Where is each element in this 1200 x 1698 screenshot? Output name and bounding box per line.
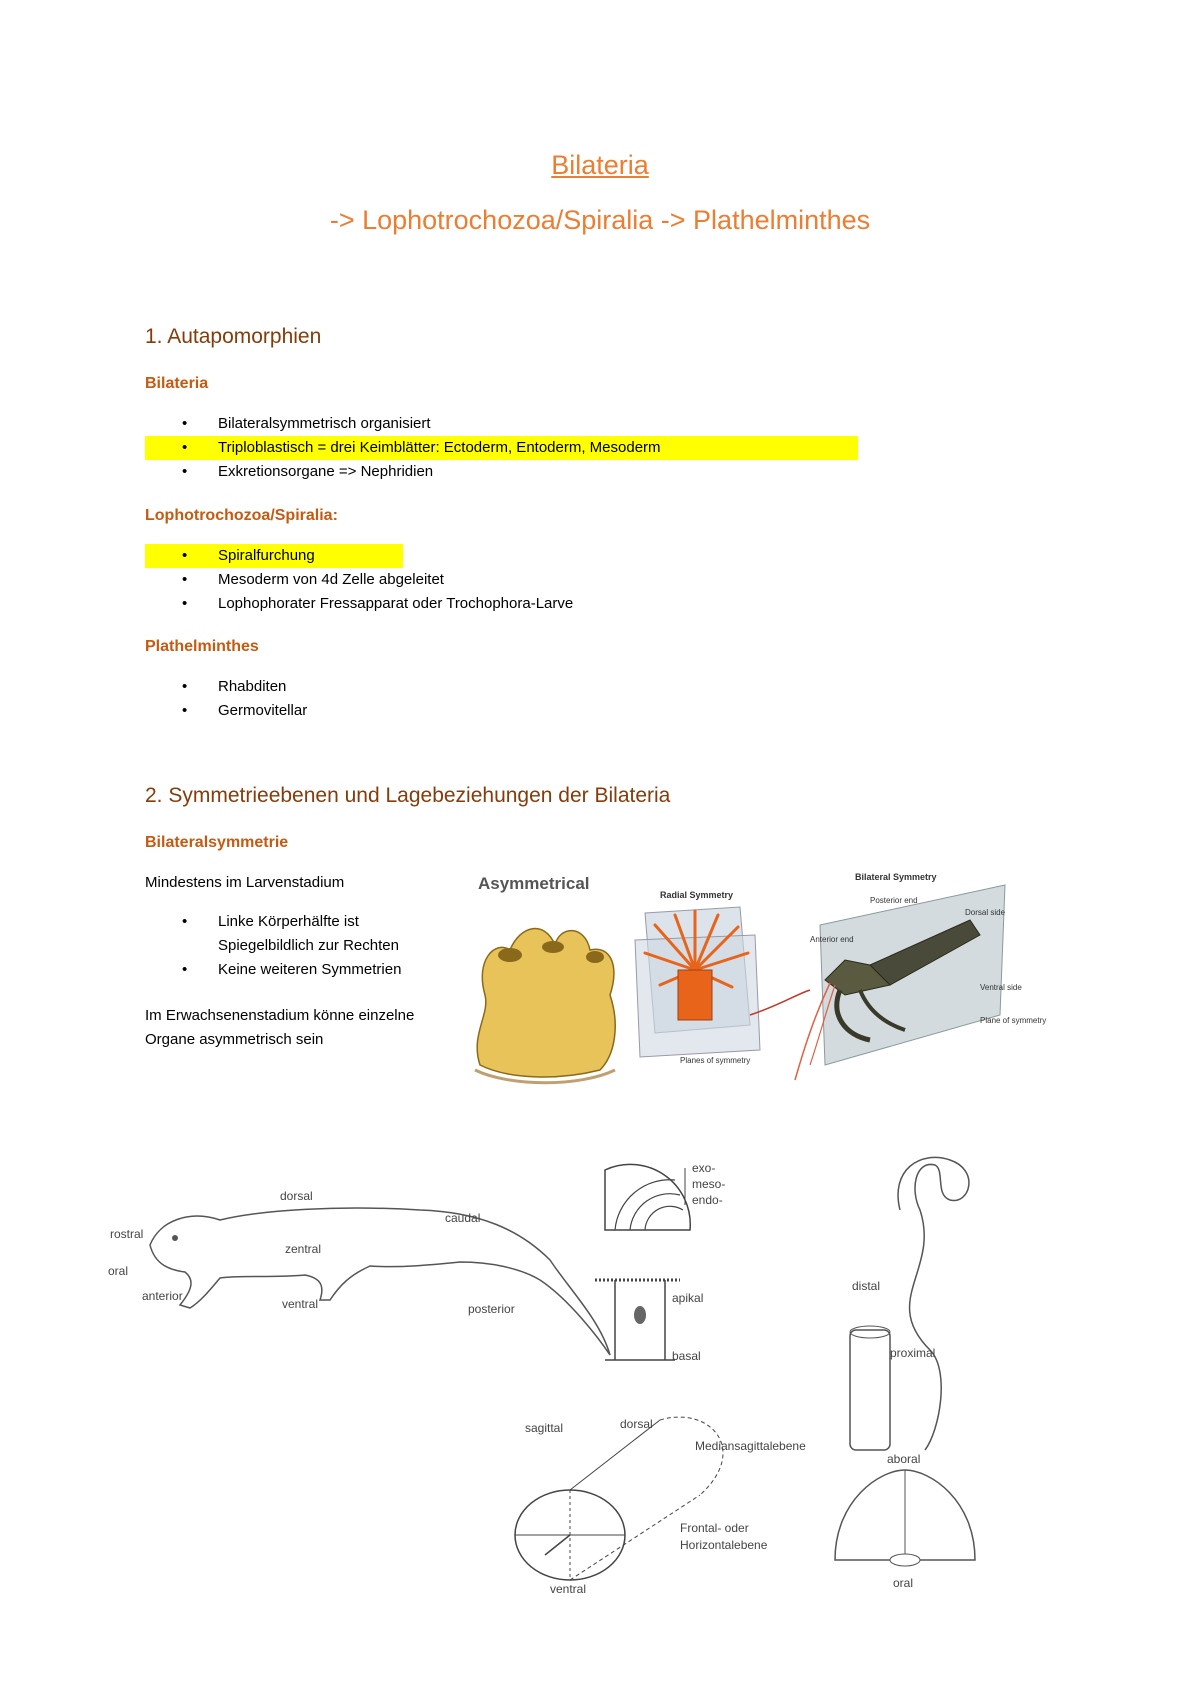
list-item: • Mesoderm von 4d Zelle abgeleitet: [145, 568, 573, 592]
page-title: Bilateria: [551, 150, 649, 180]
bilateral-symmetry-label: Bilateral Symmetry: [855, 872, 937, 882]
cell-basal-label: basal: [672, 1349, 701, 1363]
group-heading-plathelminthes: Plathelminthes: [145, 638, 259, 655]
medusa-aboral-label: aboral: [887, 1452, 921, 1466]
crayfish-drawing: [795, 885, 1046, 1080]
list-item-highlighted: • Spiralfurchung: [145, 544, 403, 568]
list-plathelminthes: [145, 675, 307, 723]
list-item: • Bilateralsymmetrisch organisiert: [145, 412, 858, 436]
cylinder-frontal-label: Frontal- oder: [680, 1521, 749, 1535]
salamander-anterior-label: anterior: [142, 1289, 183, 1303]
cylinder-dorsal-label: dorsal: [620, 1417, 653, 1431]
group-heading-bilateria: Bilateria: [145, 375, 209, 392]
polyp-proximal-label: proximal: [890, 1346, 936, 1360]
orientation-figure: [100, 1150, 1080, 1600]
polyp-distal-label: distal: [852, 1279, 881, 1293]
cylinder-horizontal-label: Horizontalebene: [680, 1538, 768, 1552]
layer-meso-label: meso-: [692, 1177, 726, 1191]
dorsal-side-label: Dorsal side: [965, 908, 1006, 917]
anemone-drawing: [635, 907, 760, 1065]
list-lophotrochozoa: [145, 544, 573, 616]
list-item: • Germovitellar: [145, 699, 307, 723]
cylinder-planes-drawing: [515, 1417, 806, 1596]
list-item: • Lophophorater Fressapparat oder Trochophora-Larve: [145, 592, 573, 616]
layer-exo-label: exo-: [692, 1161, 716, 1175]
list-item: • Keine weiteren Symmetrien: [145, 958, 445, 982]
salamander-posterior-label: posterior: [468, 1302, 515, 1316]
salamander-zentral-label: zentral: [285, 1242, 322, 1256]
epithelial-cell-drawing: [595, 1280, 703, 1363]
group-heading-lophotrochozoa: Lophotrochozoa/Spiralia:: [145, 507, 338, 524]
medusa-oral-label: oral: [893, 1576, 914, 1590]
symmetry-types-figure: [450, 865, 1050, 1095]
germ-layers-drawing: [605, 1161, 725, 1230]
salamander-oral-label: oral: [108, 1264, 129, 1278]
radial-planes-label: Planes of symmetry: [680, 1056, 751, 1065]
asymmetrical-label: Asymmetrical: [478, 874, 590, 893]
list-item: • Exkretionsorgane => Nephridien: [145, 460, 858, 484]
list-item: • Rhabditen: [145, 675, 307, 699]
salamander-ventral-label: ventral: [282, 1297, 319, 1311]
salamander-drawing: [108, 1189, 610, 1355]
salamander-rostral-label: rostral: [110, 1227, 144, 1241]
cylinder-median-label: Mediansagittalebene: [695, 1439, 806, 1453]
cylinder-ventral-label: ventral: [550, 1582, 587, 1596]
plane-of-symmetry-label: Plane of symmetry: [980, 1016, 1047, 1025]
anterior-end-label: Anterior end: [810, 935, 854, 944]
section-heading-symmetrieebenen: 2. Symmetrieebenen und Lagebeziehungen der Bilateria: [145, 784, 671, 807]
medusa-drawing: [835, 1452, 975, 1590]
radial-symmetry-label: Radial Symmetry: [660, 890, 734, 900]
note-text: Im Erwachsenenstadium könne einzelne Organe asymmetrisch sein: [145, 1007, 415, 1048]
section-heading-autapomorphien: 1. Autapomorphien: [145, 325, 322, 348]
polyp-drawing: [850, 1157, 969, 1450]
salamander-dorsal-label: dorsal: [280, 1189, 313, 1203]
list-item: • Linke Körperhälfte ist Spiegelbildlich zur Rechten: [145, 910, 445, 958]
subheading-bilateralsymmetrie: Bilateralsymmetrie: [145, 834, 289, 851]
posterior-end-label: Posterior end: [870, 896, 918, 905]
intro-text: Mindestens im Larvenstadium: [145, 874, 345, 891]
salamander-caudal-label: caudal: [445, 1211, 481, 1225]
layer-endo-label: endo-: [692, 1193, 723, 1207]
cylinder-sagittal-label: sagittal: [525, 1421, 564, 1435]
list-symmetrie: [145, 910, 445, 982]
cell-apical-label: apikal: [672, 1291, 704, 1305]
list-bilateria: [145, 412, 858, 484]
list-item-highlighted: • Triploblastisch = drei Keimblätter: Ectoderm, Entoderm, Mesoderm: [145, 436, 858, 460]
ventral-side-label: Ventral side: [980, 983, 1022, 992]
sponge-drawing: [475, 929, 615, 1083]
page-subtitle: -> Lophotrochozoa/Spiralia -> Plathelminthes: [329, 205, 871, 235]
